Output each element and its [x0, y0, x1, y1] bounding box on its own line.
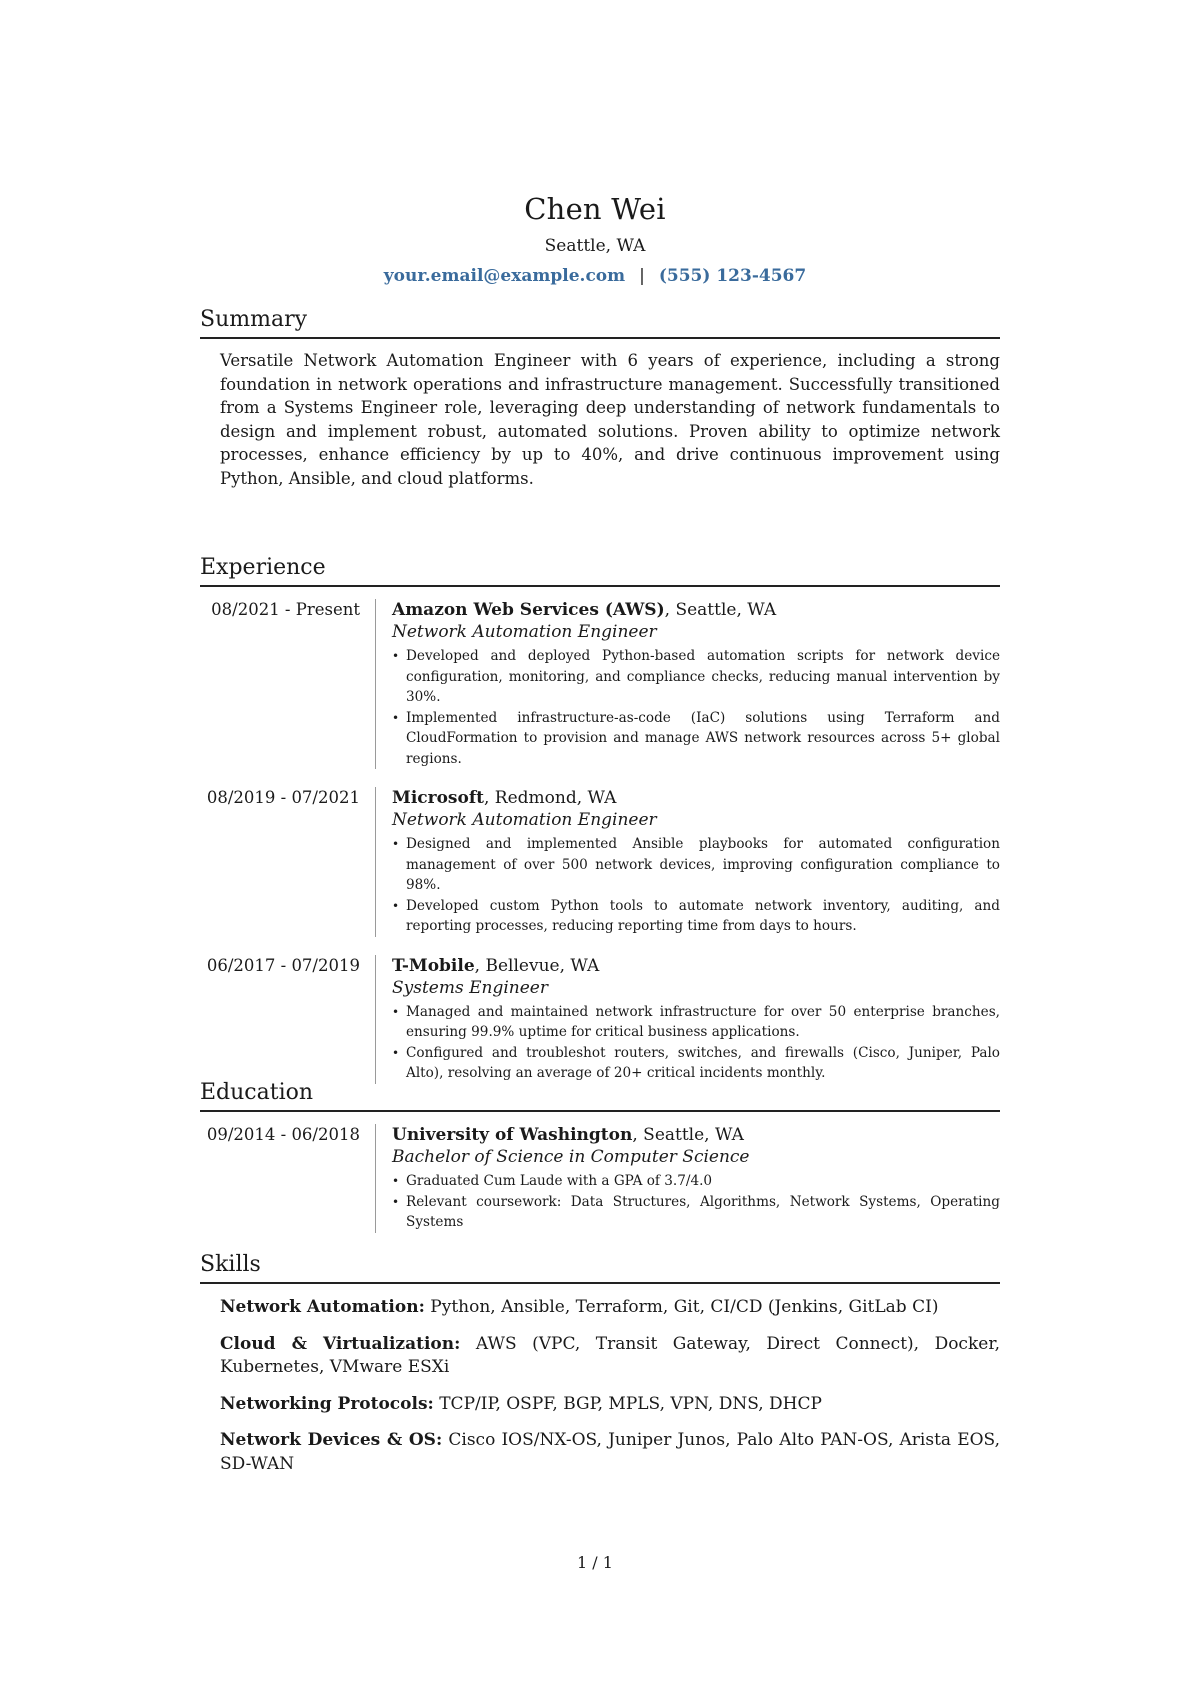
skill-line	[220, 1429, 1000, 1476]
entry-bullets	[392, 1002, 1000, 1084]
skill-line	[220, 1333, 1000, 1380]
education-section	[200, 1078, 1000, 1233]
page-number: 1 / 1	[577, 1553, 613, 1572]
org-name: University of Washington	[392, 1125, 633, 1145]
experience-entry	[200, 787, 1000, 937]
bullet-item: • Relevant coursework: Data Structures, Algorithms, Network Systems, Operating Systems	[392, 1192, 1000, 1233]
bullet-item: • Configured and troubleshot routers, switches, and firewalls (Cisco, Juniper, Palo Alto), resolving an average of 20+ critical incidents monthly.	[392, 1043, 1000, 1084]
skill-label: Networking Protocols:	[220, 1393, 434, 1414]
skills-list	[200, 1296, 1000, 1476]
summary-section	[200, 305, 1000, 490]
skill-value: Cisco IOS/NX-OS, Juniper Junos, Palo Alto PAN-OS, Arista EOS, SD-WAN	[220, 1430, 1000, 1474]
resume-header	[0, 190, 1190, 288]
bullet-item: • Managed and maintained network infrastructure for over 50 enterprise branches, ensuring 99.9% uptime for critical business applications.	[392, 1002, 1000, 1043]
entry-role: Network Automation Engineer	[392, 810, 657, 830]
skill-value: AWS (VPC, Transit Gateway, Direct Connect), Docker, Kubernetes, VMware ESXi	[220, 1333, 1000, 1377]
contact-line	[0, 264, 1190, 288]
org-name: Amazon Web Services (AWS)	[392, 600, 665, 620]
entry-organization	[392, 599, 1000, 621]
section-title-education: Education	[200, 1078, 1000, 1112]
experience-section	[200, 553, 1000, 1084]
entry-bullets	[392, 834, 1000, 937]
bullet-item: • Graduated Cum Laude with a GPA of 3.7/4.0	[392, 1171, 1000, 1192]
org-location: , Bellevue, WA	[474, 955, 600, 976]
entry-date: 09/2014 - 06/2018	[206, 1125, 360, 1144]
section-title-experience: Experience	[200, 553, 1000, 587]
section-title-skills: Skills	[200, 1250, 1000, 1284]
summary-text: Versatile Network Automation Engineer with 6 years of experience, including a strong foundation in network operations and infrastructure management. Successfully transitioned from a Systems Engineer role, leveraging deep understanding of network fundamentals to design and implement robust, automated solutions. Proven ability to optimize network processes, enhance efficiency by up to 40%, and drive continuous improvement using Python, Ansible, and cloud platforms.	[220, 351, 1000, 488]
skill-line	[220, 1393, 1000, 1417]
entry-body	[375, 599, 1000, 769]
skill-label: Network Automation:	[220, 1297, 425, 1317]
education-entry	[200, 1124, 1000, 1233]
entry-bullets	[392, 1171, 1000, 1233]
experience-entry	[200, 955, 1000, 1084]
skill-line	[220, 1296, 1000, 1320]
bullet-item: • Developed and deployed Python-based automation scripts for network device configuration, monitoring, and compliance checks, reducing manual intervention by 30%.	[392, 646, 1000, 708]
bullet-item: • Designed and implemented Ansible playbooks for automated configuration management of over 500 network devices, improving configuration compliance to 98%.	[392, 834, 1000, 896]
skills-section	[200, 1250, 1000, 1489]
entry-role: Systems Engineer	[392, 977, 548, 998]
contact-separator: |	[639, 266, 645, 286]
org-location: , Seattle, WA	[664, 600, 777, 620]
experience-entry	[200, 599, 1000, 769]
skill-label: Network Devices & OS:	[220, 1430, 443, 1450]
entry-role: Bachelor of Science in Computer Science	[392, 1147, 750, 1167]
section-title-summary: Summary	[200, 305, 1000, 339]
entry-body	[375, 787, 1000, 937]
skill-value: TCP/IP, OSPF, BGP, MPLS, VPN, DNS, DHCP	[433, 1393, 822, 1414]
entry-role: Network Automation Engineer	[392, 622, 657, 642]
bullet-item: • Developed custom Python tools to automate network inventory, auditing, and reporting processes, reducing reporting time from days to hours.	[392, 896, 1000, 937]
entry-body	[375, 955, 1000, 1084]
entry-date: 08/2021 - Present	[211, 600, 360, 619]
bullet-item: • Implemented infrastructure-as-code (IaC) solutions using Terraform and CloudFormation to provision and manage AWS network resources across 5+ global regions.	[392, 708, 1000, 770]
org-location: , Redmond, WA	[484, 788, 617, 808]
entry-organization	[392, 787, 1000, 809]
entry-date: 08/2019 - 07/2021	[206, 788, 360, 807]
org-name: T-Mobile	[392, 955, 475, 976]
org-location: , Seattle, WA	[632, 1125, 744, 1145]
entry-bullets	[392, 646, 1000, 769]
candidate-name: Chen Wei	[524, 192, 666, 226]
email-link[interactable]: your.email@example.com	[383, 266, 626, 286]
org-name: Microsoft	[392, 788, 484, 808]
entry-organization	[392, 955, 1000, 977]
entry-body	[375, 1124, 1000, 1233]
candidate-location: Seattle, WA	[544, 236, 646, 256]
phone-link[interactable]: (555) 123-4567	[658, 266, 807, 286]
skill-value: Python, Ansible, Terraform, Git, CI/CD (Jenkins, GitLab CI)	[424, 1297, 939, 1317]
entry-organization	[392, 1124, 1000, 1146]
skill-label: Cloud & Virtualization:	[220, 1333, 461, 1354]
entry-date: 06/2017 - 07/2019	[206, 955, 360, 975]
